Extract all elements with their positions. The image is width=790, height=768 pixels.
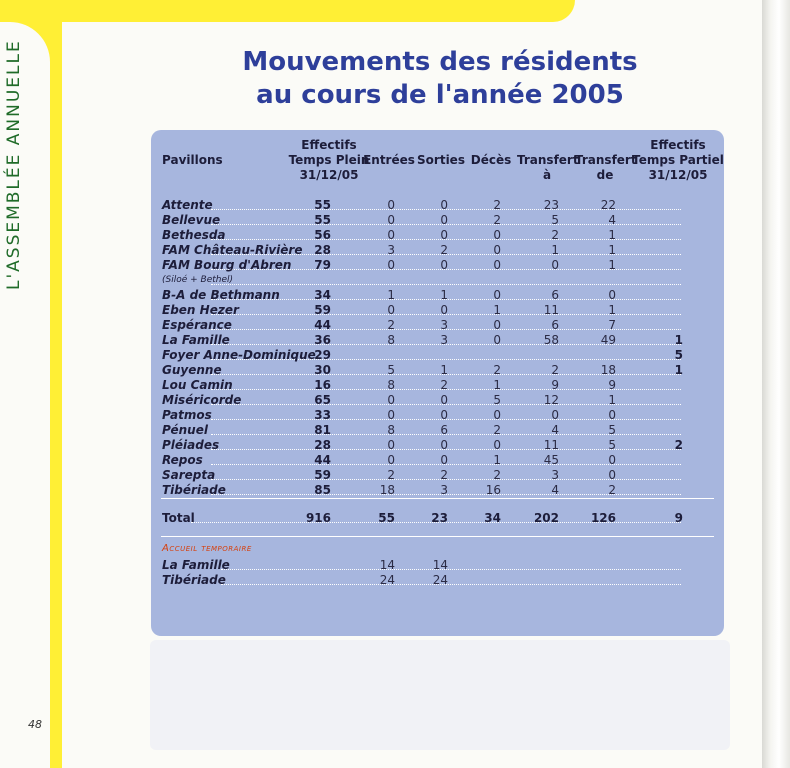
table-row: [151, 213, 724, 228]
row-pavillon: FAM Château-Rivière: [162, 243, 303, 257]
row-pavillon: Bethesda: [162, 228, 226, 242]
row-cell-ta: 23: [543, 198, 559, 212]
row-cell-eff: 56: [314, 228, 331, 242]
row-cell-ent: 0: [387, 438, 395, 452]
row-cell-sor: 3: [440, 483, 448, 497]
header-transfert-a-line2: à: [542, 168, 552, 182]
row-pavillon: Sarepta: [162, 468, 216, 482]
accueil-cell-ent: 24: [379, 573, 395, 587]
table-row: [151, 423, 724, 438]
row-cell-td: 49: [600, 333, 616, 347]
row-pavillon: Patmos: [162, 408, 212, 422]
row-cell-td: 5: [608, 423, 616, 437]
row-cell-td: 2: [608, 483, 616, 497]
row-cell-td: 1: [608, 393, 616, 407]
total-row: [151, 511, 724, 526]
row-cell-sor: 0: [440, 408, 448, 422]
accueil-row-pavillon: La Famille: [162, 558, 230, 572]
table-row: [151, 453, 724, 468]
row-cell-dec: 0: [493, 333, 501, 347]
row-cell-tp: 2: [674, 438, 683, 452]
accueil-cell-sor: 24: [432, 573, 448, 587]
row-cell-eff: 29: [314, 348, 331, 362]
row-cell-ta: 45: [543, 453, 559, 467]
row-cell-td: 5: [608, 438, 616, 452]
row-pavillon: Eben Hezer: [162, 303, 239, 317]
table-row: [151, 228, 724, 243]
total-sorties: 23: [431, 511, 448, 525]
row-pavillon: (Siloé + Bethel): [162, 275, 234, 285]
row-cell-ta: 3: [551, 468, 559, 482]
row-cell-eff: 55: [314, 213, 331, 227]
row-cell-dec: 0: [493, 258, 501, 272]
row-pavillon: Pénuel: [162, 423, 208, 437]
total-label: Total: [162, 511, 195, 525]
row-cell-dec: 0: [493, 318, 501, 332]
total-transfert-de: 126: [590, 511, 616, 525]
row-cell-dec: 0: [493, 408, 501, 422]
row-cell-dec: 16: [485, 483, 501, 497]
row-cell-ent: 0: [387, 453, 395, 467]
row-cell-ent: 0: [387, 198, 395, 212]
row-pavillon: Pléiades: [162, 438, 220, 452]
row-cell-ta: 12: [543, 393, 559, 407]
page-title: [150, 46, 730, 112]
row-cell-dec: 2: [493, 213, 501, 227]
row-cell-ta: 0: [551, 408, 559, 422]
row-pavillon: Guyenne: [162, 363, 222, 377]
row-pavillon: Tibériade: [162, 483, 226, 497]
row-pavillon: Repos: [162, 453, 203, 467]
table-row: [151, 198, 724, 213]
row-cell-dec: 1: [493, 378, 501, 392]
table-row: [151, 243, 724, 258]
yellow-top-band: [0, 0, 575, 22]
row-cell-ta: 4: [551, 483, 559, 497]
row-cell-sor: 0: [440, 258, 448, 272]
row-cell-sor: 1: [440, 363, 448, 377]
row-cell-sor: 0: [440, 438, 448, 452]
row-cell-sor: 0: [440, 213, 448, 227]
table-row: [151, 333, 724, 348]
row-cell-ent: 8: [387, 378, 395, 392]
row-cell-dec: 5: [493, 393, 501, 407]
accueil-temporaire-label: Accueil temporaire: [162, 543, 252, 554]
row-cell-td: 1: [608, 243, 616, 257]
row-cell-ta: 4: [551, 423, 559, 437]
row-cell-dec: 2: [493, 468, 501, 482]
row-cell-eff: 34: [314, 288, 331, 302]
row-cell-ta: 11: [543, 303, 559, 317]
row-cell-eff: 81: [314, 423, 331, 437]
row-pavillon: Miséricorde: [162, 393, 242, 407]
row-cell-sor: 0: [440, 393, 448, 407]
row-cell-eff: 44: [314, 318, 331, 332]
total-effectifs-partiel: 9: [674, 511, 683, 525]
table-row: [151, 318, 724, 333]
row-cell-sor: 2: [440, 468, 448, 482]
row-cell-td: 0: [608, 288, 616, 302]
header-effectifs-partiel-line1: Effectifs: [650, 138, 706, 152]
row-cell-eff: 59: [314, 303, 331, 317]
row-cell-dec: 2: [493, 363, 501, 377]
total-separator-bottom: [161, 536, 714, 537]
header-pavillons: Pavillons: [162, 153, 223, 167]
header-transfert-a: [517, 153, 577, 183]
row-cell-dec: 0: [493, 438, 501, 452]
header-entrees: Entrées: [363, 153, 415, 167]
header-deces: Décès: [470, 153, 512, 167]
row-cell-ta: 2: [551, 363, 559, 377]
total-separator-top: [161, 498, 714, 499]
data-table: [151, 130, 724, 636]
table-row: [151, 303, 724, 318]
header-sorties: Sorties: [417, 153, 465, 167]
row-cell-sor: 0: [440, 303, 448, 317]
row-cell-sor: 1: [440, 288, 448, 302]
row-cell-td: 0: [608, 408, 616, 422]
table-row: [151, 393, 724, 408]
row-cell-td: 0: [608, 453, 616, 467]
row-cell-sor: 0: [440, 198, 448, 212]
row-cell-ent: 0: [387, 408, 395, 422]
row-cell-td: 0: [608, 468, 616, 482]
row-cell-dec: 1: [493, 303, 501, 317]
total-deces: 34: [484, 511, 501, 525]
row-cell-td: 22: [600, 198, 616, 212]
row-cell-eff: 28: [314, 243, 331, 257]
accueil-row: [151, 573, 724, 588]
row-cell-eff: 28: [314, 438, 331, 452]
row-cell-ent: 1: [387, 288, 395, 302]
faded-background-block: [150, 640, 730, 750]
row-cell-td: 1: [608, 303, 616, 317]
header-transfert-a-line1: Transfert: [517, 153, 579, 167]
row-cell-td: 1: [608, 228, 616, 242]
row-cell-ent: 0: [387, 213, 395, 227]
row-pavillon: B-A de Bethmann: [162, 288, 280, 302]
row-cell-ent: 5: [387, 363, 395, 377]
header-effectifs-plein-line3: 31/12/05: [299, 168, 359, 182]
row-cell-sor: 3: [440, 333, 448, 347]
row-cell-eff: 85: [314, 483, 331, 497]
row-cell-ta: 1: [551, 243, 559, 257]
accueil-row-pavillon: Tibériade: [162, 573, 226, 587]
row-cell-ent: 0: [387, 303, 395, 317]
row-cell-ent: 3: [387, 243, 395, 257]
row-cell-eff: 36: [314, 333, 331, 347]
row-leader: [211, 283, 681, 285]
row-cell-sor: 3: [440, 318, 448, 332]
page-edge: [762, 0, 790, 768]
row-pavillon: Lou Camin: [162, 378, 233, 392]
row-cell-ta: 2: [551, 228, 559, 242]
row-cell-eff: 65: [314, 393, 331, 407]
table-row: [151, 363, 724, 378]
row-pavillon: FAM Bourg d'Abren: [162, 258, 292, 272]
row-cell-tp: 1: [674, 333, 683, 347]
table-row: [151, 468, 724, 483]
header-transfert-de-line1: Transfert: [575, 153, 637, 167]
row-cell-eff: 59: [314, 468, 331, 482]
row-pavillon: Espérance: [162, 318, 232, 332]
row-cell-eff: 33: [314, 408, 331, 422]
row-cell-dec: 2: [493, 423, 501, 437]
row-cell-dec: 0: [493, 288, 501, 302]
title-line-2: au cours de l'année 2005: [256, 80, 624, 110]
row-cell-ent: 0: [387, 228, 395, 242]
table-row: [151, 288, 724, 303]
row-cell-td: 7: [608, 318, 616, 332]
table-row: [151, 378, 724, 393]
total-effectifs: 916: [305, 511, 331, 525]
row-pavillon: La Famille: [162, 333, 230, 347]
header-transfert-de: [575, 153, 635, 183]
row-cell-ta: 11: [543, 438, 559, 452]
row-cell-dec: 2: [493, 198, 501, 212]
row-cell-ta: 6: [551, 288, 559, 302]
row-cell-ent: 8: [387, 423, 395, 437]
total-entrees: 55: [378, 511, 395, 525]
header-transfert-de-line2: de: [596, 168, 614, 182]
row-cell-sor: 0: [440, 453, 448, 467]
row-cell-dec: 0: [493, 228, 501, 242]
table-row: [151, 348, 724, 363]
row-cell-td: 1: [608, 258, 616, 272]
table-row: [151, 483, 724, 498]
row-cell-ta: 6: [551, 318, 559, 332]
table-row: [151, 273, 724, 288]
header-effectifs-partiel-line3: 31/12/05: [648, 168, 708, 182]
row-cell-sor: 2: [440, 378, 448, 392]
accueil-row-leader: [221, 583, 681, 585]
row-cell-tp: 1: [674, 363, 683, 377]
row-pavillon: Attente: [162, 198, 213, 212]
row-cell-ent: 0: [387, 393, 395, 407]
row-cell-eff: 55: [314, 198, 331, 212]
row-cell-ent: 18: [379, 483, 395, 497]
accueil-row-leader: [221, 568, 681, 570]
row-pavillon: Foyer Anne-Dominique: [162, 348, 316, 362]
row-cell-td: 9: [608, 378, 616, 392]
row-cell-ent: 2: [387, 468, 395, 482]
row-cell-dec: 0: [493, 243, 501, 257]
row-cell-eff: 30: [314, 363, 331, 377]
row-cell-eff: 44: [314, 453, 331, 467]
row-cell-td: 18: [600, 363, 616, 377]
accueil-row: [151, 558, 724, 573]
title-line-1: Mouvements des résidents: [242, 47, 638, 77]
row-cell-tp: 5: [674, 348, 683, 362]
header-effectifs-plein-line1: Effectifs: [301, 138, 357, 152]
row-cell-sor: 0: [440, 228, 448, 242]
row-cell-sor: 6: [440, 423, 448, 437]
accueil-cell-ent: 14: [379, 558, 395, 572]
accueil-cell-sor: 14: [432, 558, 448, 572]
page-number: 48: [28, 718, 42, 731]
total-transfert-a: 202: [533, 511, 559, 525]
row-cell-sor: 2: [440, 243, 448, 257]
row-cell-ta: 0: [551, 258, 559, 272]
row-cell-td: 4: [608, 213, 616, 227]
row-cell-eff: 79: [314, 258, 331, 272]
table-row: [151, 258, 724, 273]
row-cell-dec: 1: [493, 453, 501, 467]
table-row: [151, 408, 724, 423]
row-cell-ent: 2: [387, 318, 395, 332]
header-effectifs-plein-line2: Temps Plein: [288, 153, 370, 167]
row-cell-ta: 58: [543, 333, 559, 347]
row-cell-ent: 8: [387, 333, 395, 347]
header-effectifs-partiel-line2: Temps Partiel: [632, 153, 724, 167]
header-effectifs-partiel: [631, 138, 725, 183]
table-row: [151, 438, 724, 453]
row-pavillon: Bellevue: [162, 213, 221, 227]
row-cell-ta: 9: [551, 378, 559, 392]
row-cell-ent: 0: [387, 258, 395, 272]
row-cell-ta: 5: [551, 213, 559, 227]
row-cell-eff: 16: [314, 378, 331, 392]
